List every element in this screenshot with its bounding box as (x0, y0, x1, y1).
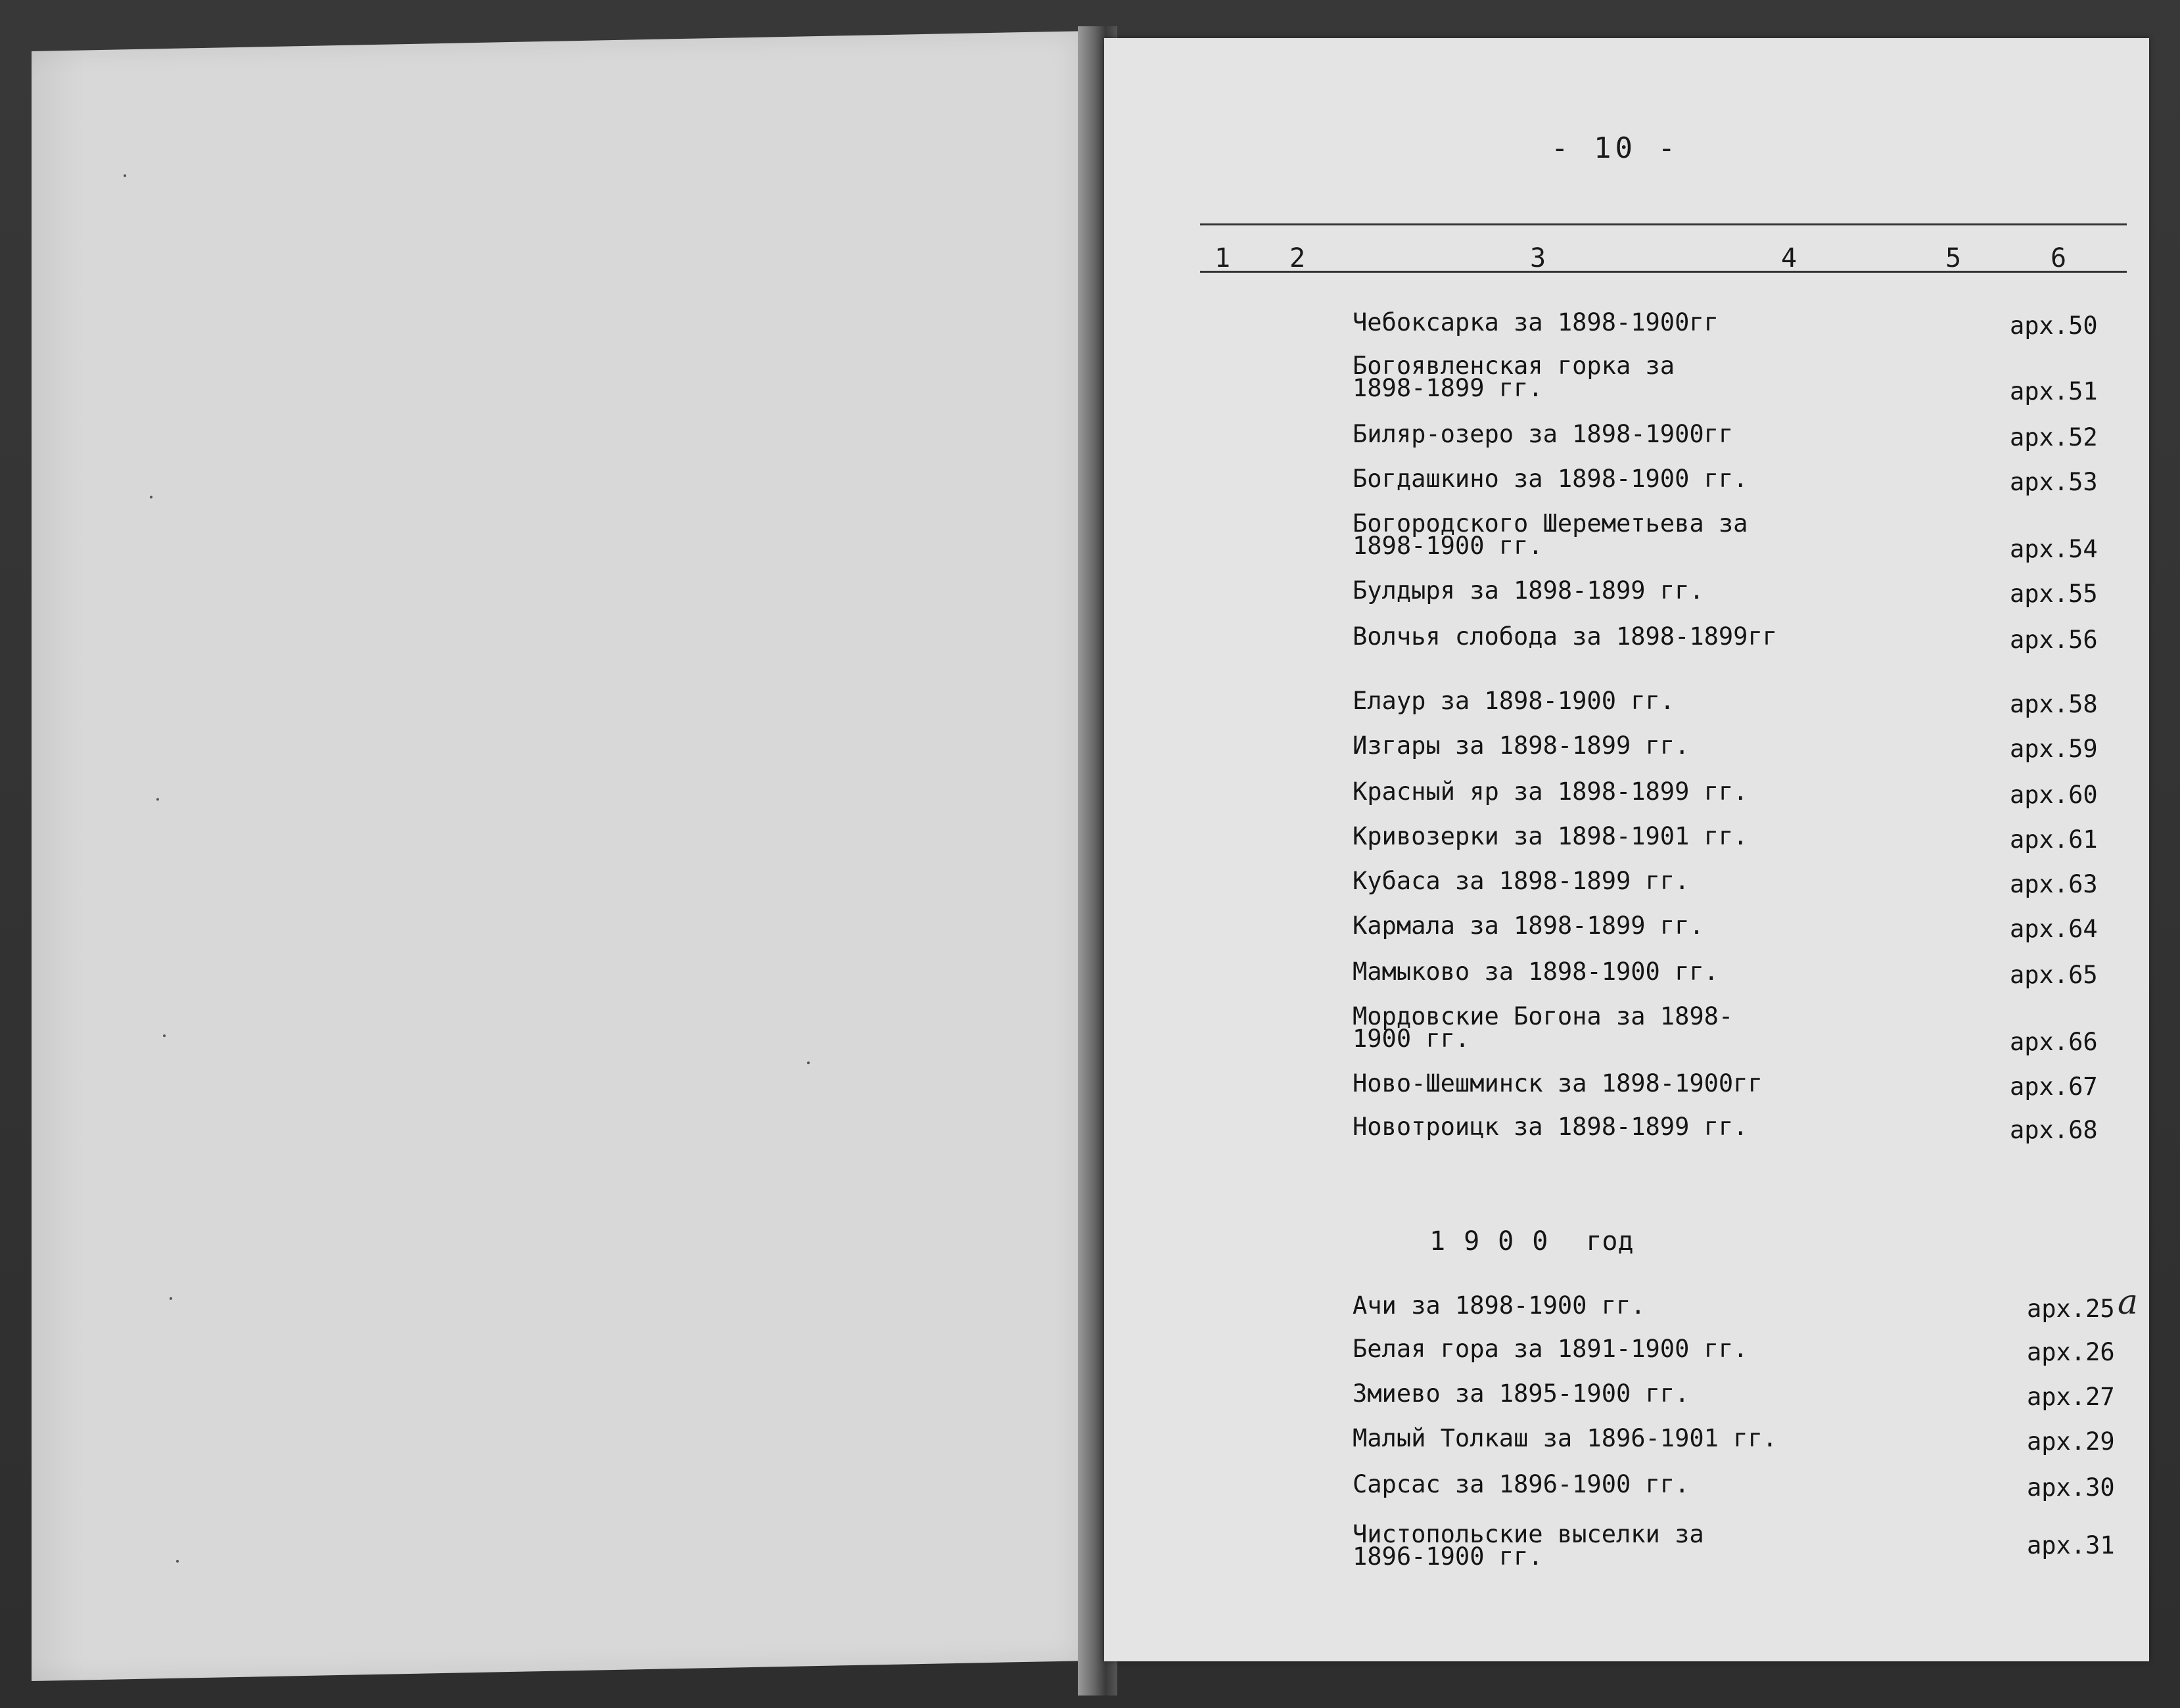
entry-title: Изгары за 1898-1899 гг. (1353, 731, 1690, 760)
column-number: 5 (1945, 243, 1962, 273)
paper-speck (170, 1297, 172, 1300)
entry-archive-ref: арх.31 (2027, 1531, 2115, 1559)
handwritten-annotation: а (2118, 1283, 2139, 1322)
entry-title: Мамыково за 1898-1900 гг. (1353, 958, 1719, 986)
entry-archive-ref: арх.53 (2010, 468, 2098, 496)
entry-title: Кармала за 1898-1899 гг. (1353, 912, 1704, 940)
entry-archive-ref: арх.67 (2010, 1073, 2098, 1101)
entry-archive-ref: арх.26 (2027, 1338, 2115, 1366)
page-number: - 10 - (1551, 131, 1679, 165)
entry-title: Кубаса за 1898-1899 гг. (1353, 867, 1690, 895)
entry-archive-ref: арх.27 (2027, 1383, 2115, 1411)
entry-title: Чебоксарка за 1898-1900гг (1353, 308, 1719, 336)
entry-title: Булдыря за 1898-1899 гг. (1353, 576, 1704, 605)
column-number: 3 (1530, 243, 1546, 273)
entry-title: Богородского Шереметьева за 1898-1900 гг. (1353, 509, 1748, 560)
paper-speck (156, 798, 159, 800)
entry-archive-ref: арх.58 (2010, 690, 2098, 718)
entry-title: Богдашкино за 1898-1900 гг. (1353, 465, 1748, 493)
paper-speck (124, 174, 126, 177)
entry-archive-ref: арх.65 (2010, 961, 2098, 989)
entry-title: Ачи за 1898-1900 гг. (1353, 1291, 1646, 1320)
entry-title: Мордовские Богона за 1898- 1900 гг. (1353, 1002, 1734, 1053)
left-page-blank (32, 31, 1096, 1681)
column-number: 4 (1781, 243, 1797, 273)
entry-title: Сарсас за 1896-1900 гг. (1353, 1470, 1690, 1498)
entry-title: Волчья слобода за 1898-1899гг (1353, 622, 1778, 651)
entry-title: Змиево за 1895-1900 гг. (1353, 1379, 1690, 1408)
paper-speck (163, 1034, 166, 1037)
entry-title: Биляр-озеро за 1898-1900гг (1353, 420, 1734, 448)
year-heading-digits: 1900 (1429, 1226, 1567, 1257)
year-heading (1429, 1226, 1634, 1257)
column-number: 1 (1215, 243, 1231, 273)
entry-title: Чистопольские выселки за 1896-1900 гг. (1353, 1520, 1704, 1571)
entry-title: Малый Толкаш за 1896-1901 гг. (1353, 1424, 1778, 1452)
entry-title: Ново-Шешминск за 1898-1900гг (1353, 1069, 1763, 1097)
header-top-rule (1200, 223, 2127, 225)
column-number: 2 (1289, 243, 1306, 273)
paper-speck (176, 1560, 179, 1563)
header-bottom-rule (1200, 271, 2127, 273)
entry-archive-ref: арх.59 (2010, 735, 2098, 763)
column-number: 6 (2051, 243, 2067, 273)
entry-title: Богоявленская горка за 1898-1899 гг. (1353, 352, 1675, 402)
entry-archive-ref: арх.66 (2010, 1028, 2098, 1056)
entry-archive-ref: арх.54 (2010, 535, 2098, 563)
entry-title: Красный яр за 1898-1899 гг. (1353, 777, 1748, 806)
entry-archive-ref: арх.30 (2027, 1473, 2115, 1502)
entry-archive-ref: арх.60 (2010, 781, 2098, 809)
entry-archive-ref: арх.50 (2010, 312, 2098, 340)
entry-archive-ref: арх.29 (2027, 1427, 2115, 1456)
entry-archive-ref: арх.51 (2010, 377, 2098, 405)
entry-archive-ref: арх.61 (2010, 825, 2098, 854)
entry-archive-ref: арх.55 (2010, 580, 2098, 608)
year-heading-word: год (1586, 1226, 1634, 1257)
entry-archive-ref: арх.25 (2027, 1295, 2115, 1323)
paper-speck (150, 496, 152, 498)
entry-archive-ref: арх.64 (2010, 915, 2098, 943)
entry-archive-ref: арх.56 (2010, 626, 2098, 654)
entry-title: Новотроицк за 1898-1899 гг. (1353, 1113, 1748, 1141)
entry-archive-ref: арх.63 (2010, 870, 2098, 898)
entry-title: Елаур за 1898-1900 гг. (1353, 687, 1675, 715)
paper-speck (807, 1061, 810, 1064)
entry-title: Белая гора за 1891-1900 гг. (1353, 1335, 1748, 1363)
entry-archive-ref: арх.68 (2010, 1116, 2098, 1144)
entry-title: Кривозерки за 1898-1901 гг. (1353, 822, 1748, 850)
entry-archive-ref: арх.52 (2010, 423, 2098, 451)
